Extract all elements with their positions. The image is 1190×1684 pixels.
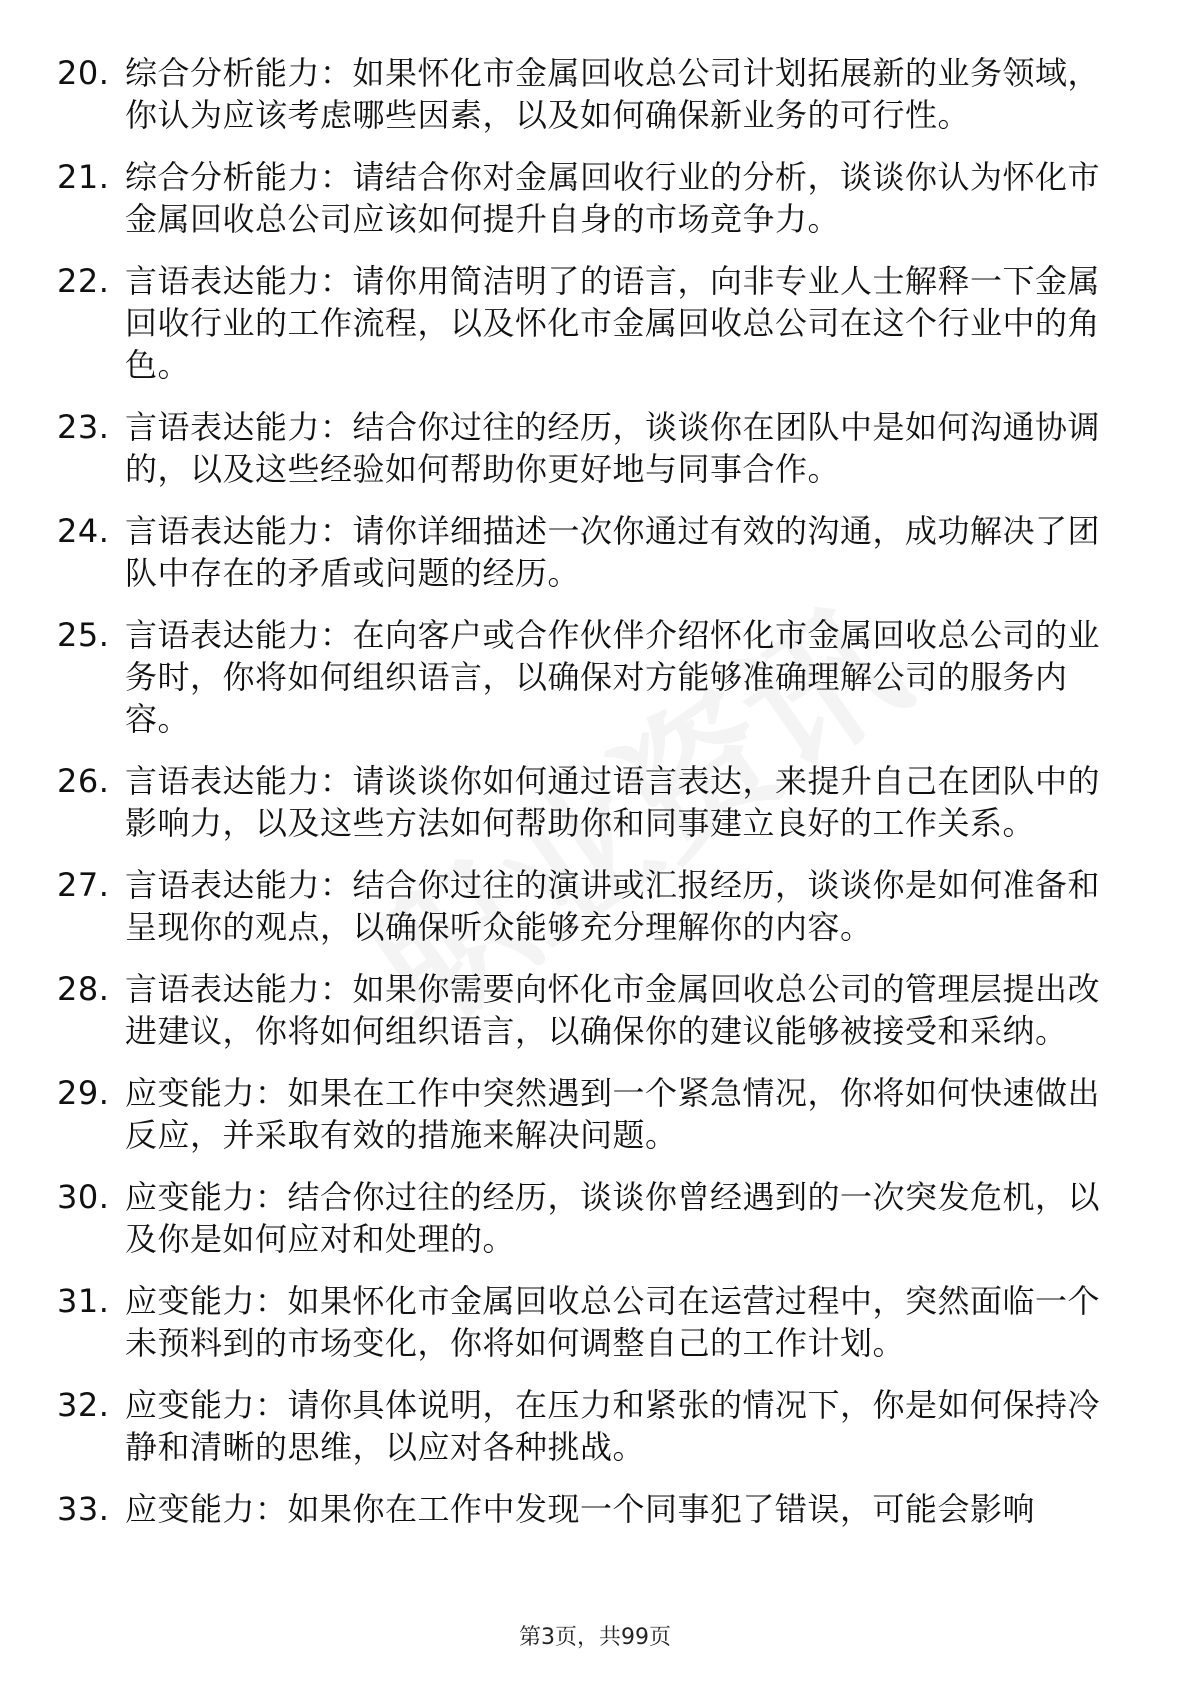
question-text: 综合分析能力：请结合你对金属回收行业的分析，谈谈你认为怀化市金属回收总公司应该如何提升自身的市场竞争力。 <box>125 158 1101 238</box>
list-item <box>57 1488 1127 1530</box>
list-item <box>57 1072 1127 1156</box>
list-item <box>57 864 1127 948</box>
question-text: 应变能力：请你具体说明，在压力和紧张的情况下，你是如何保持冷静和清晰的思维，以应对各种挑战。 <box>125 1386 1101 1466</box>
question-text: 言语表达能力：结合你过往的经历，谈谈你在团队中是如何沟通协调的，以及这些经验如何帮助你更好地与同事合作。 <box>125 408 1101 488</box>
list-item <box>57 510 1127 594</box>
question-number: 23. <box>57 408 110 446</box>
question-number: 29. <box>57 1074 110 1112</box>
question-number: 24. <box>57 512 110 550</box>
question-text: 言语表达能力：结合你过往的演讲或汇报经历，谈谈你是如何准备和呈现你的观点，以确保听众能够充分理解你的内容。 <box>125 866 1101 946</box>
list-item <box>57 1280 1127 1364</box>
question-text: 言语表达能力：请你详细描述一次你通过有效的沟通，成功解决了团队中存在的矛盾或问题的经历。 <box>125 512 1101 592</box>
question-number: 30. <box>57 1178 110 1216</box>
list-item <box>57 406 1127 490</box>
question-text: 应变能力：如果怀化市金属回收总公司在运营过程中，突然面临一个未预料到的市场变化，你将如何调整自己的工作计划。 <box>125 1282 1101 1362</box>
list-item <box>57 760 1127 844</box>
question-number: 20. <box>57 54 110 92</box>
question-list <box>57 52 1127 1550</box>
question-number: 25. <box>57 616 110 654</box>
list-item <box>57 968 1127 1052</box>
question-number: 21. <box>57 158 110 196</box>
question-text: 言语表达能力：在向客户或合作伙伴介绍怀化市金属回收总公司的业务时，你将如何组织语言，以确保对方能够准确理解公司的服务内容。 <box>125 616 1101 738</box>
question-number: 32. <box>57 1386 110 1424</box>
question-number: 28. <box>57 970 110 1008</box>
list-item <box>57 1384 1127 1468</box>
list-item <box>57 52 1127 136</box>
question-number: 27. <box>57 866 110 904</box>
question-text: 言语表达能力：请谈谈你如何通过语言表达，来提升自己在团队中的影响力，以及这些方法如何帮助你和同事建立良好的工作关系。 <box>125 762 1101 842</box>
question-text: 应变能力：结合你过往的经历，谈谈你曾经遇到的一次突发危机，以及你是如何应对和处理的。 <box>125 1178 1101 1258</box>
question-number: 26. <box>57 762 110 800</box>
list-item <box>57 260 1127 386</box>
question-number: 33. <box>57 1490 110 1528</box>
question-text: 综合分析能力：如果怀化市金属回收总公司计划拓展新的业务领域，你认为应该考虑哪些因素，以及如何确保新业务的可行性。 <box>125 54 1101 134</box>
list-item <box>57 614 1127 740</box>
page-number: 第3页，共99页 <box>519 1625 671 1650</box>
question-number: 22. <box>57 262 110 300</box>
question-text: 应变能力：如果你在工作中发现一个同事犯了错误，可能会影响 <box>125 1490 1036 1528</box>
list-item <box>57 1176 1127 1260</box>
list-item <box>57 156 1127 240</box>
question-text: 应变能力：如果在工作中突然遇到一个紧急情况，你将如何快速做出反应，并采取有效的措施来解决问题。 <box>125 1074 1101 1154</box>
question-number: 31. <box>57 1282 110 1320</box>
question-text: 言语表达能力：请你用简洁明了的语言，向非专业人士解释一下金属回收行业的工作流程，以及怀化市金属回收总公司在这个行业中的角色。 <box>125 262 1101 384</box>
question-text: 言语表达能力：如果你需要向怀化市金属回收总公司的管理层提出改进建议，你将如何组织语言，以确保你的建议能够被接受和采纳。 <box>125 970 1101 1050</box>
